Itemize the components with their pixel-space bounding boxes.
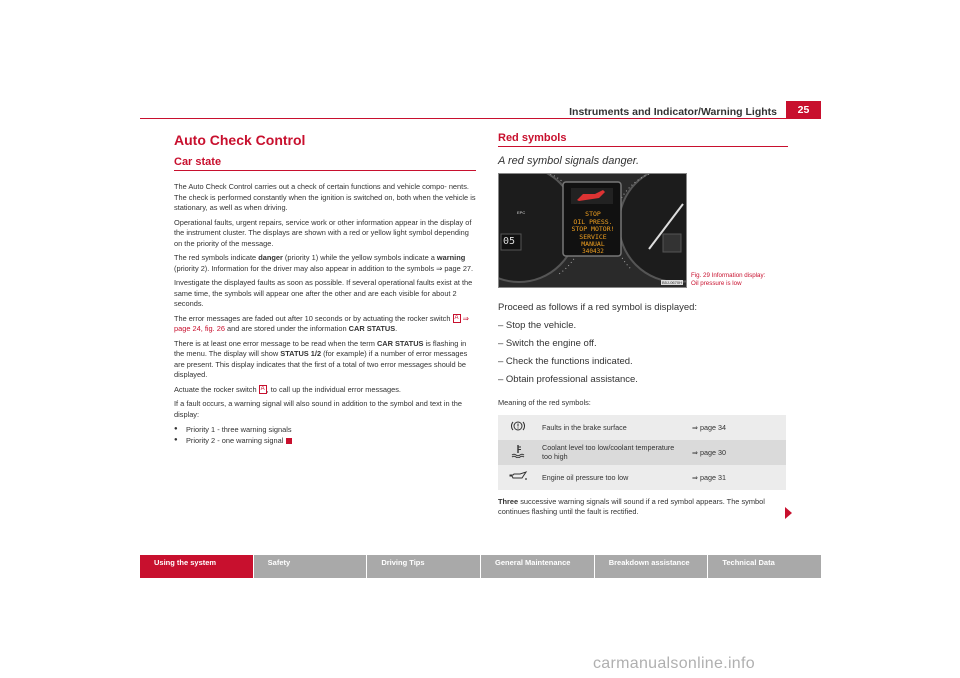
- figure-code: B5J-0670H: [661, 280, 682, 285]
- paragraph-5: [174, 314, 476, 335]
- brake-warning-icon: [498, 415, 538, 440]
- symbol-description: Coolant level too low/coolant temperature too high: [538, 440, 688, 465]
- status-term: STATUS 1/2: [280, 349, 322, 358]
- text-run: (for example) if a number of error messages are present. This display indicates that the first of a total of two error messages should be displayed.: [174, 349, 468, 379]
- footer-nav: [140, 555, 821, 578]
- page-reference-link[interactable]: ⇒ page 30: [688, 440, 786, 465]
- page-reference-link[interactable]: ⇒ page 34: [688, 415, 786, 440]
- table-row: [498, 465, 786, 490]
- text-run: Actuate the rocker switch: [174, 384, 259, 394]
- oil-can-icon: [498, 465, 538, 490]
- three-term: Three: [498, 496, 519, 506]
- bullet-text: Priority 2 - one warning signal: [186, 436, 284, 445]
- rocker-switch-label: A: [454, 315, 459, 322]
- section-heading: Auto Check Control: [174, 132, 306, 148]
- table-row: [498, 415, 786, 440]
- text-run: .: [395, 324, 398, 333]
- step-item: – Obtain professional assistance.: [498, 374, 638, 385]
- page-reference-link[interactable]: ⇒ page 24, fig. 26: [174, 313, 469, 333]
- display-line: MANUAL: [581, 240, 605, 248]
- display-line: STOP MOTOR!: [571, 225, 615, 233]
- warning-term: warning: [436, 253, 466, 262]
- table-row: [498, 440, 786, 465]
- section-subheading: Car state: [174, 156, 476, 171]
- paragraph-1: The Auto Check Control carries out a check of certain functions and vehicle compo- nents. The check is performed constantly when the ignition is switched on, both when the vehicle is stationary, as well as when driving.: [174, 182, 476, 212]
- bullet-item: ● Priority 1 - three warning signals: [174, 424, 476, 435]
- section-end-marker: [286, 438, 292, 444]
- display-line: STOP: [585, 210, 601, 218]
- bullet-item: [174, 435, 476, 446]
- red-symbols-table: [498, 415, 786, 490]
- display-line: OIL PRESS.: [573, 217, 613, 226]
- paragraph-2: Operational faults, urgent repairs, service work or other information appear in the display of the instrument cluster. The displays are shown with a red or yellow light symbol depending on the priority of the message.: [174, 217, 472, 248]
- paragraph-3: [174, 253, 476, 274]
- step-item: – Stop the vehicle.: [498, 320, 577, 331]
- paragraph-7: [174, 385, 476, 396]
- display-line: SERVICE: [579, 232, 607, 241]
- header-title: Instruments and Indicator/Warning Lights: [569, 106, 777, 118]
- next-page-arrow-icon[interactable]: [785, 507, 792, 519]
- three-signals-note: [498, 497, 788, 518]
- tab-safety[interactable]: Safety: [254, 555, 368, 578]
- danger-term: danger: [258, 253, 283, 262]
- text-run: is flashing in the menu. The display will show: [174, 338, 467, 358]
- text-run: (priority 2). Information for the driver may also appear in addition to the symbols ⇒ page 27.: [174, 263, 474, 273]
- text-run: The red symbols indicate: [174, 253, 259, 262]
- tab-driving-tips[interactable]: Driving Tips: [367, 555, 481, 578]
- left-column: [174, 132, 476, 446]
- text-run: (priority 1) while the yellow symbols indicate a: [282, 253, 437, 262]
- epc-label: EPC: [517, 210, 526, 215]
- symbol-description: Engine oil pressure too low: [538, 465, 688, 490]
- figure-caption: [691, 272, 765, 288]
- red-symbols-subtitle: A red symbol signals danger.: [498, 155, 640, 167]
- caption-line: Oil pressure is low: [691, 280, 742, 287]
- instrument-cluster-figure: [498, 173, 687, 288]
- step-item: – Check the functions indicated.: [498, 356, 633, 367]
- paragraph-4: Investigate the displayed faults as soon as possible. If several operational faults exist at the same time, the symbols will appear one after the other and are each visible for about 2 seconds.: [174, 278, 473, 308]
- text-run: The error messages are faded out after 10 seconds or by actuating the rocker switch: [174, 313, 453, 323]
- caption-line: Fig. 29 Information display:: [691, 272, 766, 279]
- tab-general-maintenance[interactable]: General Maintenance: [481, 555, 595, 578]
- header-rule: [140, 118, 786, 119]
- left-readout: 05: [503, 236, 516, 247]
- tab-breakdown-assistance[interactable]: Breakdown assistance: [595, 555, 709, 578]
- text-run: and are stored under the information: [224, 324, 349, 333]
- text-run: successive warning signals will sound if a red symbol appears. The symbol continues flashing until the fault is rectified.: [498, 496, 765, 516]
- watermark: carmanualsonline.info: [593, 655, 755, 672]
- step-item: – Switch the engine off.: [498, 338, 597, 349]
- paragraph-6: [174, 339, 476, 381]
- odometer-readout: 340432: [582, 248, 604, 255]
- car-status-term: CAR STATUS: [348, 324, 396, 333]
- tab-technical-data[interactable]: Technical Data: [708, 555, 821, 578]
- red-symbols-heading: Red symbols: [498, 132, 788, 147]
- page-number: 25: [786, 101, 821, 119]
- text-run: , to call up the individual error messages.: [266, 384, 401, 394]
- coolant-temperature-icon: [498, 440, 538, 465]
- meaning-label: Meaning of the red symbols:: [498, 398, 591, 407]
- symbol-description: Faults in the brake surface: [538, 415, 688, 440]
- rocker-switch-label: A: [260, 386, 265, 393]
- proceed-instruction: Proceed as follows if a red symbol is displayed:: [498, 302, 698, 313]
- text-run: There is at least one error message to be read when the term: [174, 338, 377, 348]
- right-column: [498, 132, 788, 522]
- car-status-term: CAR STATUS: [376, 338, 424, 348]
- page-reference-link[interactable]: ⇒ page 31: [688, 465, 786, 490]
- paragraph-8: If a fault occurs, a warning signal will also sound in addition to the symbol and text in the display:: [174, 399, 462, 419]
- tab-using-the-system[interactable]: Using the system: [140, 555, 254, 578]
